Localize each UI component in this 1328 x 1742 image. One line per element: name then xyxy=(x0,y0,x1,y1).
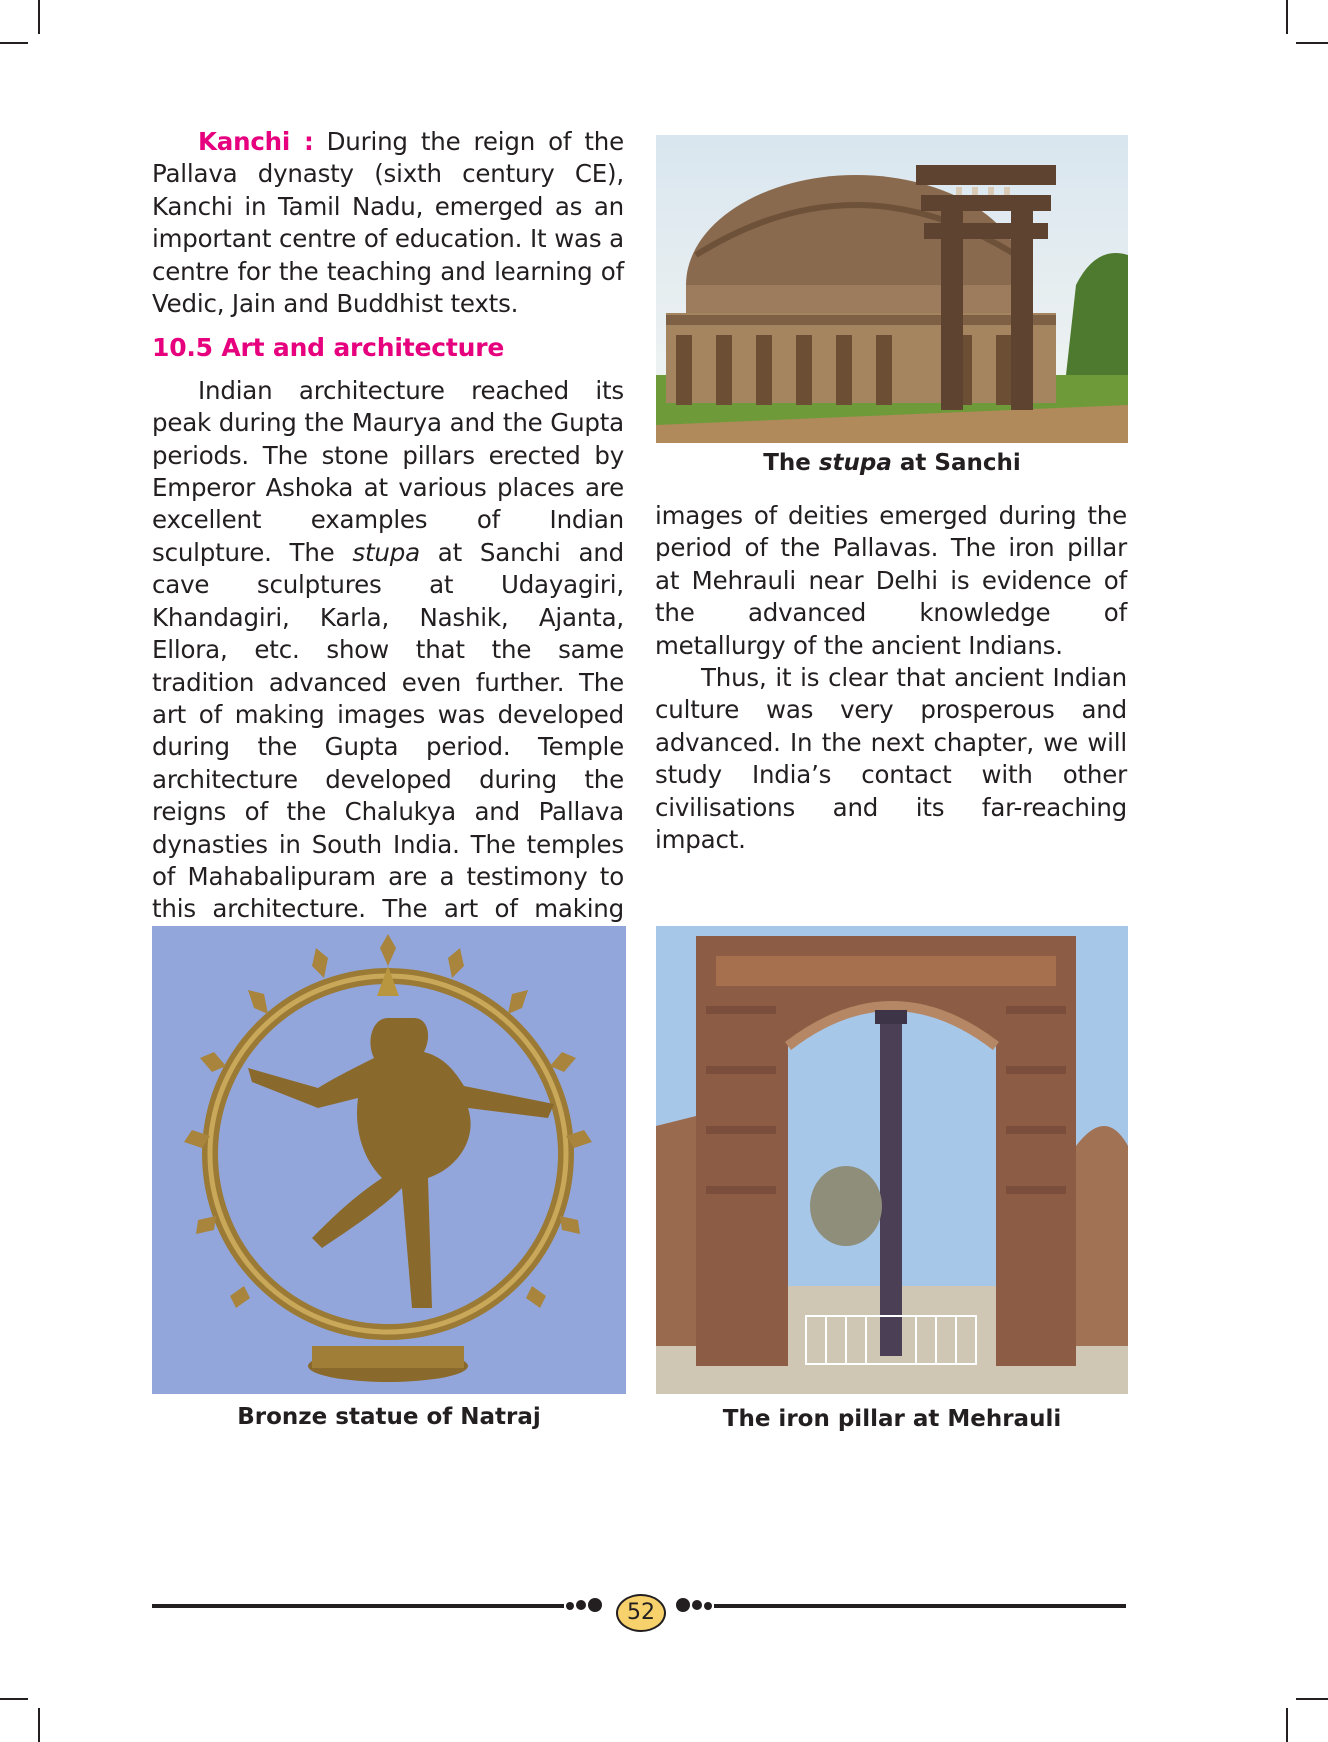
crop-mark xyxy=(0,42,28,44)
crop-mark xyxy=(1296,42,1328,44)
stupa-caption: The stupa at Sanchi xyxy=(763,450,1021,476)
kanchi-text: During the reign of the Pallava dynasty (sixth century CE), Kanchi in Tamil Nadu, emerged as an important centre of education. It was a centre for the teaching and learning of Vedic, Jain and Buddhist texts. xyxy=(152,127,624,319)
footer-rule-left xyxy=(152,1604,564,1608)
right-column xyxy=(655,500,1127,856)
stupa-term: stupa xyxy=(352,537,420,567)
architecture-paragraph-continued: images of deities emerged during the period of the Pallavas. The iron pillar at Mehrauli near Delhi is evidence of the advanced knowledge of metallurgy of the ancient Indians. xyxy=(655,501,1127,660)
footer-rule-right xyxy=(714,1604,1126,1608)
kanchi-label: Kanchi : xyxy=(198,127,314,156)
conclusion-paragraph: Thus, it is clear that ancient Indian culture was very prosperous and advanced. In the next chapter, we will study India’s contact with other civilisations and its far-reaching impact. xyxy=(655,663,1127,855)
section-heading: 10.5 Art and architecture xyxy=(152,333,505,363)
architecture-paragraph: Indian architecture reached its peak during the Maurya and the Gupta periods. The stone pillars erected by Emperor Ashoka at various places are excellent examples of Indian sculpture. The stupa at Sanchi and cave sculptures at Udayagiri, Khandagiri, Karla, Nashik, Ajanta, Ellora, etc. show that the same tradition advanced even further. The art of making images was developed during the Gupta period. Temple architecture developed during the reigns of the Chalukya and Pallava dynasties in South India. The temples of Mahabalipuram are a testimony to this architecture. The art of making xyxy=(152,375,624,924)
iron-pillar-image xyxy=(656,926,1128,1394)
left-column xyxy=(152,126,624,958)
crop-mark xyxy=(0,1698,28,1700)
crop-mark xyxy=(38,1708,40,1742)
crop-mark xyxy=(1286,0,1288,34)
crop-mark xyxy=(1296,1698,1328,1700)
iron-pillar-caption: The iron pillar at Mehrauli xyxy=(722,1406,1062,1432)
stupa-image xyxy=(656,135,1128,443)
page-number: 52 xyxy=(616,1594,666,1632)
kanchi-paragraph xyxy=(152,126,624,320)
crop-mark xyxy=(38,0,40,34)
crop-mark xyxy=(1286,1708,1288,1742)
natraj-caption: Bronze statue of Natraj xyxy=(237,1404,541,1430)
natraj-image xyxy=(152,926,626,1394)
